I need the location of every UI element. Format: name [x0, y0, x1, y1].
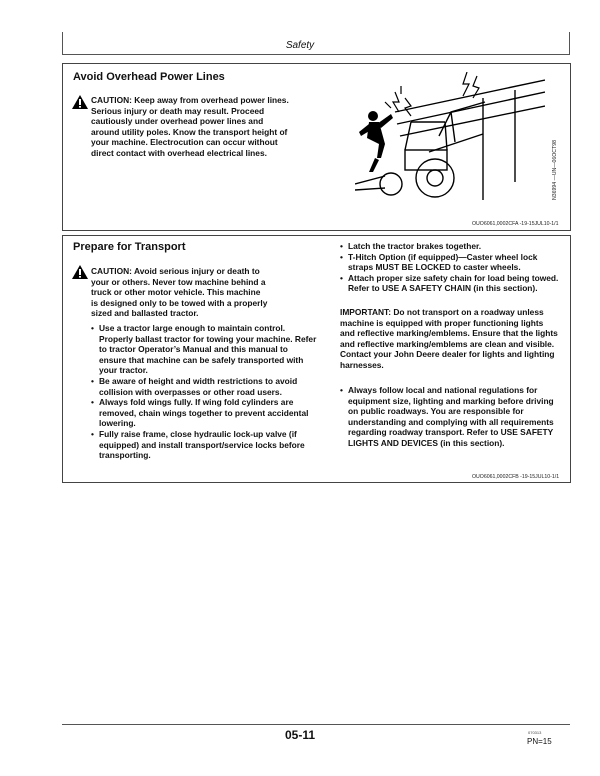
- list-item: • Latch the tractor brakes together.: [340, 241, 562, 252]
- section-title-transport: Prepare for Transport: [73, 241, 186, 253]
- transport-bullets-right-bottom: [340, 385, 562, 449]
- list-item: • Always follow local and national regulations for equipment size, lighting and marking before driving on public roadways. You are responsible for understanding and complying with all requirements regarding roadway transport. Refer to USE SAFETY LIGHTS AND DEVICES (in this section).: [340, 385, 562, 449]
- electrocution-illustration: [355, 72, 545, 202]
- image-ref-code: N36994 —UN—06OCT98: [552, 140, 558, 200]
- important-note: IMPORTANT: Do not transport on a roadway unless machine is equipped with proper functioning lights and reflective marking/emblems. Ensure that the lights and reflective marking/emblems are clean and visible. Contact your John Deere dealer for lights and lighting harnesses.: [340, 307, 558, 370]
- list-item: • T-Hitch Option (if equipped)—Caster wheel lock straps MUST BE LOCKED to caster wheels.: [340, 252, 562, 273]
- caution-line: sized and ballasted tractor.: [91, 308, 199, 319]
- list-item: • Always fold wings fully. If wing fold cylinders are removed, chain wings together to prevent accidental lowering.: [91, 397, 317, 429]
- section-ref-code: OUO6061,0002CFA -19-15JUL10-1/1: [472, 221, 559, 227]
- section-ref-code: OUO6061,0002CFB -19-15JUL10-1/1: [472, 474, 560, 480]
- caution-line: Serious injury or death may result. Proceed: [91, 105, 265, 116]
- footer-code: 070313: [528, 730, 542, 735]
- caution-line: truck or other motor vehicle. This machine: [91, 287, 261, 298]
- page-header-title: Safety: [285, 40, 315, 51]
- caution-line: CAUTION: Keep away from overhead power lines.: [91, 95, 289, 105]
- list-item: • Attach proper size safety chain for load being towed. Refer to USE A SAFETY CHAIN (in this section).: [340, 273, 562, 294]
- list-item: • Be aware of height and width restrictions to avoid collision with overpasses or other road users.: [91, 376, 317, 397]
- list-item: • Use a tractor large enough to maintain control. Properly ballast tractor for towing your machine. Refer to tractor Operator’s Manual and this manual to ensure that machine can be safely transported with your tractor.: [91, 323, 317, 376]
- caution-line: cautiously under overhead power lines and: [91, 116, 264, 127]
- caution-overhead-text: [91, 95, 321, 159]
- transport-bullets-left: [91, 323, 317, 461]
- pn-label: PN=15: [527, 737, 552, 746]
- caution-transport-text: [91, 266, 321, 319]
- warning-triangle-icon: [72, 265, 88, 279]
- caution-line: your or others. Never tow machine behind a: [91, 276, 266, 287]
- transport-bullets-right-top: [340, 241, 562, 294]
- caution-line: CAUTION: Avoid serious injury or death to: [91, 266, 260, 276]
- header-rule: [62, 54, 570, 55]
- list-item: • Fully raise frame, close hydraulic lock-up valve (if equipped) and install transport/service locks before transporting.: [91, 429, 317, 461]
- caution-line: around utility poles. Know the transport height of: [91, 126, 288, 137]
- caution-line: your machine. Electrocution can occur without: [91, 137, 278, 148]
- caution-line: is designed only to be towed with a properly: [91, 297, 268, 308]
- footer-rule: [62, 724, 570, 725]
- caution-line: direct contact with overhead electrical lines.: [91, 147, 267, 158]
- warning-triangle-icon: [72, 95, 88, 109]
- page-number: 05-11: [284, 728, 316, 742]
- section-title-overhead: Avoid Overhead Power Lines: [73, 71, 225, 83]
